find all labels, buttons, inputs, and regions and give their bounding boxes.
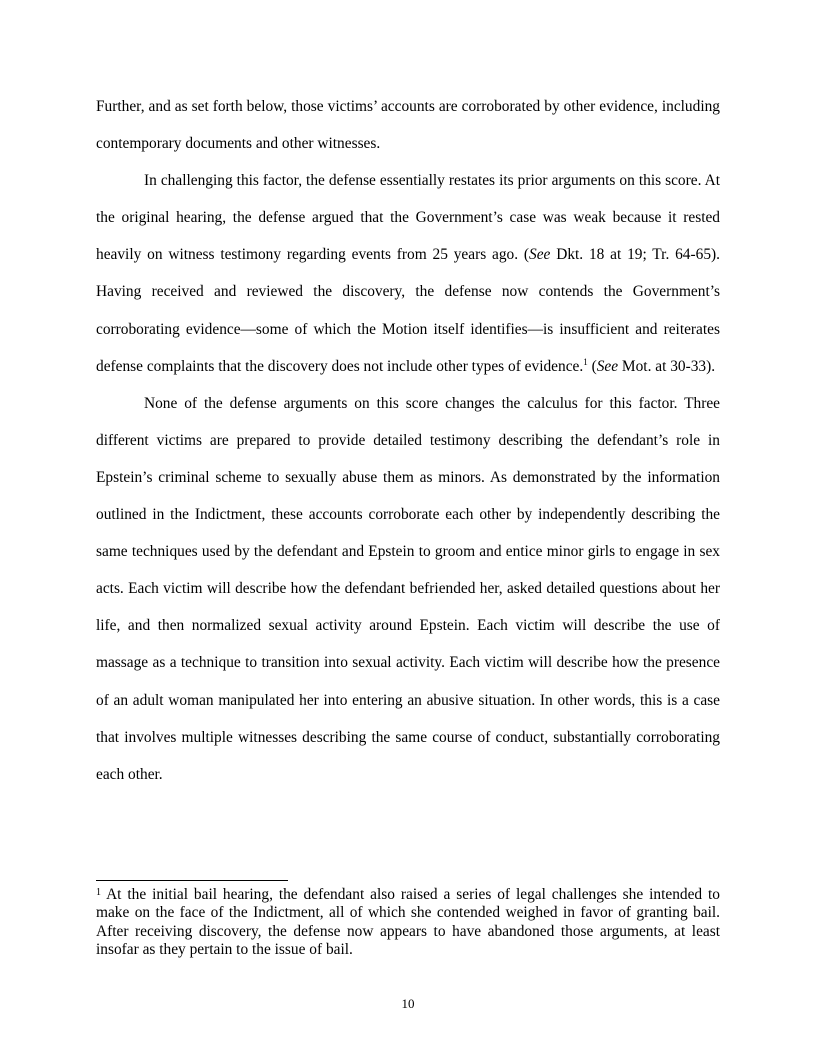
- citation-signal: See: [596, 357, 619, 375]
- paragraph-text: Mot. at 30-33).: [618, 357, 716, 375]
- footnote-reference[interactable]: 1: [583, 356, 588, 367]
- paragraph-text: (: [587, 357, 597, 375]
- paragraph-text: None of the defense arguments on this score changes the calculus for this factor. Three different victims are prepared to provide detailed testimony describing the defendant’s role in Epstein’s criminal scheme to sexually abuse them as minors. As demonstrated by the information outlined in the Indictment, these accounts corroborate each other by independently describing the same techniques used by the defendant and Epstein to groom and entice minor girls to engage in sex acts. Each victim will describe how the defendant befriended her, asked detailed questions about her life, and then normalized sexual activity around Epstein. Each victim will describe the use of massage as a technique to transition into sexual activity. Each victim will describe how the presence of an adult woman manipulated her into entering an abusive situation. In other words, this is a case that involves multiple witnesses describing the same course of conduct, substantially corroborating each other.: [96, 394, 720, 783]
- footnote-text: At the initial bail hearing, the defendant also raised a series of legal challenges she intended to make on the face of the Indictment, all of which she contended weighed in favor of granting bail. After receiving discovery, the defense now appears to have abandoned those arguments, at least insofar as they pertain to the issue of bail.: [96, 886, 720, 958]
- document-body: [96, 88, 720, 793]
- paragraph-text: Dkt. 18 at 19; Tr. 64-65). Having received and reviewed the discovery, the defense now contends the Government’s corroborating evidence—some of which the Motion itself identifies—is insufficient and reiterates defense complaints that the discovery does not include other types of evidence.: [96, 246, 720, 375]
- paragraph-text: In challenging this factor, the defense essentially restates its prior arguments on this score. At the original hearing, the defense argued that the Government’s case was weak because it rested heavily on witness testimony regarding events from 25 years ago. (: [96, 172, 720, 264]
- citation-signal: See: [529, 246, 551, 264]
- paragraph-continuation: [96, 88, 720, 162]
- paragraph-text: Further, and as set forth below, those victims’ accounts are corroborated by other evidence, including contemporary documents and other witnesses.: [96, 98, 720, 153]
- footnote: [96, 886, 720, 959]
- footnote-number: 1: [96, 887, 101, 898]
- page-number: 10: [401, 996, 415, 1011]
- paragraph-victim-testimony: [96, 385, 720, 793]
- footnote-divider: [96, 880, 288, 881]
- paragraph-defense-challenge: [96, 162, 720, 385]
